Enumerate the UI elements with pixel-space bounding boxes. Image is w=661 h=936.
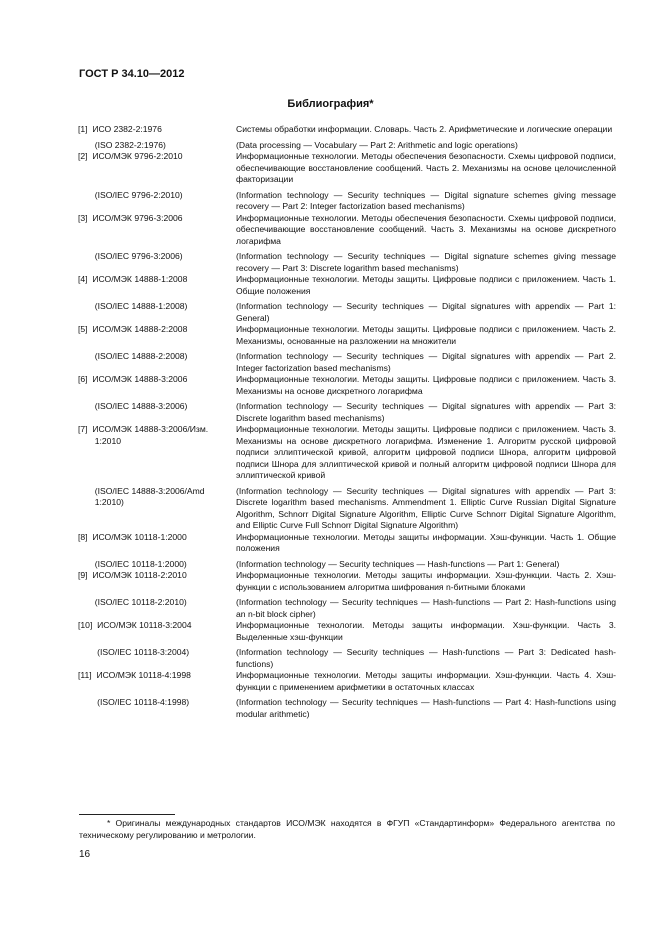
bib-ref: (ISO/IEC 14888-3:2006)	[78, 401, 188, 411]
bib-desc: Информационные технологии. Методы обеспечения безопасности. Схемы цифровой подписи, обеспечивающие восстановление сообщений. Часть 3. Механизмы на основе дискретного логарифма	[236, 212, 616, 246]
bib-entry	[78, 274, 616, 297]
bib-ref: (ISO/IEC 14888-3:2006/Amd 1:2010)	[94, 485, 205, 507]
bib-ref: (ISO/IEC 14888-1:2008)	[78, 301, 188, 311]
bib-desc: (Information technology — Security techniques — Digital signatures with appendix — Part 1: General)	[236, 301, 616, 323]
bib-ref: [2] ИСО/МЭК 9796-2:2010	[78, 151, 183, 161]
bib-desc: Информационные технологии. Методы обеспечения безопасности. Схемы цифровой подписи, обеспечивающие восстановление сообщений. Часть 2. Механизмы на основе целочисленной факторизации	[236, 151, 616, 184]
bib-entry	[78, 351, 616, 374]
bib-ref: (ISO/IEC 10118-2:2010)	[78, 597, 187, 607]
bib-desc: Информационные технологии. Методы защиты. Цифровые подписи с приложением. Часть 1. Общие положения	[236, 274, 616, 296]
bib-ref: (ISO/IEC 9796-2:2010)	[78, 189, 183, 200]
bib-desc: (Information technology — Security techniques — Hash-functions — Part 3: Dedicated hash-functions)	[236, 647, 616, 669]
bib-entry	[78, 151, 616, 186]
bib-desc: Информационные технологии. Методы защиты информации. Хэш-функции. Часть 2. Хэш-функции с использованием алгоритма шифрования n-битными блоками	[236, 570, 616, 592]
bib-ref: [9] ИСО/МЭК 10118-2:2010	[78, 570, 187, 580]
bib-desc: Информационные технологии. Методы защиты информации. Хэш-функции. Часть 1. Общие положения	[236, 531, 616, 553]
bib-ref: (ISO 2382-2:1976)	[78, 139, 166, 150]
bib-desc: Информационные технологии. Методы защиты. Цифровые подписи с приложением. Часть 2. Механизмы, основанные на разложении на множители	[236, 324, 616, 346]
bib-entry	[78, 324, 616, 347]
bib-entry	[78, 190, 616, 213]
bib-entry	[78, 570, 616, 593]
bib-entry	[78, 597, 616, 620]
bib-entry	[78, 401, 616, 424]
bib-entry	[78, 374, 616, 397]
bib-ref: (ISO/IEC 9796-3:2006)	[78, 251, 183, 261]
bib-ref: [4] ИСО/МЭК 14888-1:2008	[78, 274, 188, 284]
bibliography-list	[78, 124, 616, 720]
bib-desc: (Information technology — Security techniques — Hash-functions — Part 4: Hash-functions using modular arithmetic)	[236, 697, 616, 719]
bib-entry	[78, 251, 616, 274]
bib-entry	[78, 140, 616, 152]
bib-ref: [10] ИСО/МЭК 10118-3:2004	[78, 620, 192, 630]
bib-entry	[78, 424, 616, 482]
bib-desc: Системы обработки информации. Словарь. Часть 2. Арифметические и логические операции	[236, 124, 613, 134]
bib-ref: [11] ИСО/МЭК 10118-4:1998	[78, 670, 191, 680]
bib-entry	[78, 213, 616, 248]
bib-desc: (Information technology — Security techniques — Hash-functions — Part 2: Hash-functions using an n-bit block cipher)	[236, 597, 616, 619]
bib-desc: Информационные технологии. Методы защиты. Цифровые подписи с приложением. Часть 3. Механизмы на основе дискретного логарифма. Изменение 1. Алгоритм русской цифровой подписи эллиптической кривой, алгоритм цифровой подписи Шнора, алгоритм цифровой подписи Шнора для эллиптической кривой и полный алгоритм цифровой подписи Шнора для эллиптической кривой	[236, 424, 616, 480]
footnote-separator	[79, 814, 175, 815]
bib-ref: (ISO/IEC 10118-4:1998)	[78, 697, 190, 707]
bib-desc: Информационные технологии. Методы защиты информации. Хэш-функции. Часть 3. Выделенные хэш-функции	[236, 620, 616, 642]
bibliography-title: Библиография*	[287, 98, 374, 110]
bib-entry	[78, 697, 616, 720]
page-number: 16	[79, 849, 91, 860]
bib-desc: (Information technology — Security techniques — Digital signature schemes giving message recovery — Part 2: Integer factorization based mechanisms)	[236, 189, 616, 211]
bib-ref: (ISO/IEC 10118-3:2004)	[78, 647, 190, 657]
bib-desc: Информационные технологии. Методы защиты. Цифровые подписи с приложением. Часть 3. Механизмы на основе дискретного логарифма	[236, 374, 616, 396]
bib-desc: (Information technology — Security techniques — Digital signature schemes giving message recovery — Part 3: Discrete logarithm based mechanisms)	[236, 251, 616, 273]
bib-ref: (ISO/IEC 10118-1:2000)	[78, 558, 187, 569]
bib-entry	[78, 486, 616, 532]
bib-desc: (Data processing — Vocabulary — Part 2: Arithmetic and logic operations)	[236, 139, 518, 150]
footnote: * Оригиналы международных стандартов ИСО/МЭК находятся в ФГУП «Стандартинформ» Федерального агентства по техническому регулированию и метрологии.	[79, 818, 615, 840]
bib-entry	[78, 670, 616, 693]
bib-desc: (Information technology — Security techniques — Digital signatures with appendix — Part 2. Integer factorization based mechanisms)	[236, 351, 616, 373]
bib-entry	[78, 620, 616, 643]
bib-desc: (Information technology — Security techniques — Digital signatures with appendix — Part 3: Discrete logarithm based mechanisms. Ammendment 1. Elliptic Curve Russian Digital Signature Algorithm, Schnorr Digital Signature Algorithm, Elliptic Curve Schnorr Digital Signature Algorithm, and Elliptic Curve Full Schnorr Digital Signature Algorithm)	[236, 485, 616, 530]
bib-ref: [7] ИСО/МЭК 14888-3:2006/Изм. 1:2010	[78, 424, 209, 446]
bib-entry	[78, 532, 616, 555]
bib-ref: (ISO/IEC 14888-2:2008)	[78, 351, 188, 361]
bib-entry	[78, 301, 616, 324]
bib-entry	[78, 647, 616, 670]
bib-ref: [8] ИСО/МЭК 10118-1:2000	[78, 531, 187, 542]
bib-entry	[78, 124, 616, 136]
standard-header: ГОСТ Р 34.10—2012	[79, 68, 185, 80]
bib-desc: (Information technology — Security techniques — Hash-functions — Part 1: General)	[236, 558, 560, 569]
bib-ref: [3] ИСО/МЭК 9796-3:2006	[78, 212, 183, 223]
bib-ref: [1] ИСО 2382-2:1976	[78, 124, 162, 134]
bib-entry	[78, 559, 616, 571]
bib-desc: Информационные технологии. Методы защиты информации. Хэш-функции. Часть 4. Хэш-функции с применением арифметики в остаточных классах	[236, 670, 616, 692]
bib-desc: (Information technology — Security techniques — Digital signatures with appendix — Part 3: Discrete logarithm based mechanisms)	[236, 401, 616, 423]
bib-ref: [5] ИСО/МЭК 14888-2:2008	[78, 324, 188, 334]
bib-ref: [6] ИСО/МЭК 14888-3:2006	[78, 374, 188, 384]
